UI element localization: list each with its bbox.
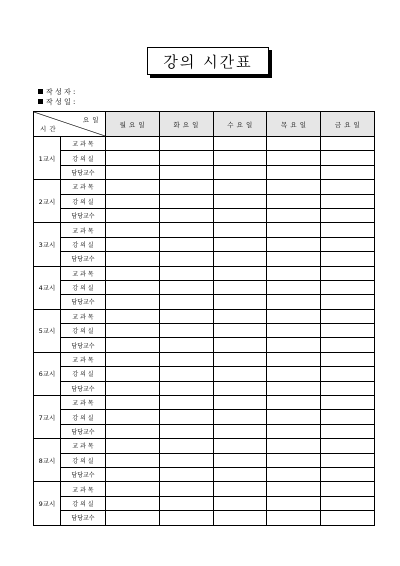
schedule-cell[interactable] <box>159 309 213 323</box>
row-label: 담당교수 <box>61 165 106 179</box>
date-line <box>38 98 75 107</box>
schedule-cell[interactable] <box>213 453 267 467</box>
title-text: 강의 시간표 <box>163 52 253 71</box>
table-row <box>34 151 375 165</box>
schedule-cell[interactable] <box>321 266 375 280</box>
schedule-cell[interactable] <box>106 424 160 438</box>
header-row <box>34 112 375 137</box>
schedule-cell[interactable] <box>267 180 321 194</box>
row-label: 강 의 실 <box>61 410 106 424</box>
row-label: 담당교수 <box>61 295 106 309</box>
schedule-cell[interactable] <box>267 208 321 222</box>
row-label: 교 과 목 <box>61 266 106 280</box>
schedule-cell[interactable] <box>106 324 160 338</box>
schedule-cell[interactable] <box>159 396 213 410</box>
schedule-cell[interactable] <box>213 165 267 179</box>
schedule-cell[interactable] <box>159 223 213 237</box>
schedule-cell[interactable] <box>159 410 213 424</box>
schedule-cell[interactable] <box>267 252 321 266</box>
schedule-cell[interactable] <box>213 352 267 366</box>
table-row <box>34 496 375 510</box>
schedule-cell[interactable] <box>213 295 267 309</box>
table-row <box>34 309 375 323</box>
table-row <box>34 396 375 410</box>
corner-day-label: 요 일 <box>82 116 99 124</box>
schedule-cell[interactable] <box>267 137 321 151</box>
schedule-cell[interactable] <box>159 208 213 222</box>
schedule-cell[interactable] <box>159 482 213 496</box>
row-label: 강 의 실 <box>61 453 106 467</box>
schedule-cell[interactable] <box>159 338 213 352</box>
schedule-cell[interactable] <box>321 352 375 366</box>
schedule-cell[interactable] <box>106 511 160 525</box>
schedule-cell[interactable] <box>321 137 375 151</box>
table-row <box>34 237 375 251</box>
period-label: 1교시 <box>34 137 61 180</box>
schedule-cell[interactable] <box>213 252 267 266</box>
schedule-cell[interactable] <box>106 208 160 222</box>
schedule-cell[interactable] <box>106 237 160 251</box>
schedule-cell[interactable] <box>106 439 160 453</box>
corner-cell <box>34 112 106 137</box>
day-header: 목 요 일 <box>267 112 321 137</box>
row-label: 강 의 실 <box>61 324 106 338</box>
table-row <box>34 266 375 280</box>
schedule-cell[interactable] <box>321 482 375 496</box>
schedule-cell[interactable] <box>106 496 160 510</box>
schedule-cell[interactable] <box>106 482 160 496</box>
schedule-cell[interactable] <box>267 453 321 467</box>
schedule-cell[interactable] <box>159 467 213 481</box>
schedule-cell[interactable] <box>267 396 321 410</box>
row-label: 담당교수 <box>61 511 106 525</box>
table-row <box>34 410 375 424</box>
schedule-cell[interactable] <box>159 165 213 179</box>
schedule-cell[interactable] <box>321 165 375 179</box>
row-label: 강 의 실 <box>61 237 106 251</box>
schedule-cell[interactable] <box>159 511 213 525</box>
schedule-cell[interactable] <box>106 194 160 208</box>
schedule-cell[interactable] <box>159 280 213 294</box>
row-label: 담당교수 <box>61 424 106 438</box>
period-label: 8교시 <box>34 439 61 482</box>
schedule-cell[interactable] <box>213 137 267 151</box>
schedule-cell[interactable] <box>106 295 160 309</box>
schedule-cell[interactable] <box>267 338 321 352</box>
schedule-cell[interactable] <box>321 223 375 237</box>
schedule-cell[interactable] <box>106 367 160 381</box>
table-row <box>34 338 375 352</box>
schedule-cell[interactable] <box>321 439 375 453</box>
schedule-cell[interactable] <box>159 137 213 151</box>
schedule-cell[interactable] <box>213 223 267 237</box>
schedule-cell[interactable] <box>213 266 267 280</box>
schedule-cell[interactable] <box>106 309 160 323</box>
schedule-cell[interactable] <box>213 424 267 438</box>
table-row <box>34 252 375 266</box>
row-label: 교 과 목 <box>61 352 106 366</box>
schedule-cell[interactable] <box>213 467 267 481</box>
schedule-cell[interactable] <box>106 151 160 165</box>
schedule-cell[interactable] <box>213 338 267 352</box>
author-line <box>38 88 75 97</box>
schedule-cell[interactable] <box>159 324 213 338</box>
schedule-cell[interactable] <box>321 424 375 438</box>
schedule-cell[interactable] <box>213 280 267 294</box>
row-label: 강 의 실 <box>61 496 106 510</box>
schedule-cell[interactable] <box>267 352 321 366</box>
schedule-cell[interactable] <box>213 151 267 165</box>
schedule-cell[interactable] <box>267 309 321 323</box>
schedule-cell[interactable] <box>106 165 160 179</box>
schedule-cell[interactable] <box>213 410 267 424</box>
schedule-cell[interactable] <box>321 324 375 338</box>
schedule-cell[interactable] <box>159 180 213 194</box>
table-row <box>34 511 375 525</box>
schedule-cell[interactable] <box>267 467 321 481</box>
schedule-cell[interactable] <box>267 482 321 496</box>
schedule-cell[interactable] <box>321 381 375 395</box>
schedule-cell[interactable] <box>267 295 321 309</box>
schedule-cell[interactable] <box>321 396 375 410</box>
schedule-cell[interactable] <box>213 309 267 323</box>
schedule-cell[interactable] <box>267 223 321 237</box>
schedule-cell[interactable] <box>267 439 321 453</box>
schedule-cell[interactable] <box>213 324 267 338</box>
table-row <box>34 137 375 151</box>
schedule-cell[interactable] <box>213 396 267 410</box>
page-title <box>147 47 269 75</box>
row-label: 담당교수 <box>61 252 106 266</box>
row-label: 강 의 실 <box>61 367 106 381</box>
period-label: 3교시 <box>34 223 61 266</box>
day-header: 화 요 일 <box>159 112 213 137</box>
schedule-cell[interactable] <box>321 511 375 525</box>
schedule-cell[interactable] <box>321 467 375 481</box>
schedule-cell[interactable] <box>321 410 375 424</box>
schedule-cell[interactable] <box>106 252 160 266</box>
period-label: 9교시 <box>34 482 61 525</box>
schedule-cell[interactable] <box>106 381 160 395</box>
row-label: 담당교수 <box>61 338 106 352</box>
row-label: 교 과 목 <box>61 439 106 453</box>
schedule-cell[interactable] <box>213 208 267 222</box>
schedule-cell[interactable] <box>321 252 375 266</box>
schedule-cell[interactable] <box>159 352 213 366</box>
schedule-cell[interactable] <box>106 180 160 194</box>
schedule-cell[interactable] <box>159 453 213 467</box>
schedule-cell[interactable] <box>213 496 267 510</box>
table-row <box>34 180 375 194</box>
table-row <box>34 295 375 309</box>
schedule-cell[interactable] <box>267 194 321 208</box>
row-label: 담당교수 <box>61 208 106 222</box>
schedule-cell[interactable] <box>213 367 267 381</box>
schedule-cell[interactable] <box>267 165 321 179</box>
schedule-cell[interactable] <box>213 180 267 194</box>
timetable <box>33 111 375 526</box>
schedule-cell[interactable] <box>267 280 321 294</box>
table-row <box>34 381 375 395</box>
schedule-cell[interactable] <box>159 295 213 309</box>
day-header: 금 요 일 <box>321 112 375 137</box>
timetable-body <box>34 137 375 526</box>
table-row <box>34 208 375 222</box>
schedule-cell[interactable] <box>159 151 213 165</box>
schedule-cell[interactable] <box>267 381 321 395</box>
schedule-cell[interactable] <box>106 137 160 151</box>
schedule-cell[interactable] <box>106 467 160 481</box>
table-row <box>34 324 375 338</box>
schedule-cell[interactable] <box>159 266 213 280</box>
schedule-cell[interactable] <box>159 237 213 251</box>
schedule-cell[interactable] <box>267 511 321 525</box>
period-label: 2교시 <box>34 180 61 223</box>
schedule-cell[interactable] <box>159 252 213 266</box>
schedule-cell[interactable] <box>213 237 267 251</box>
schedule-cell[interactable] <box>213 439 267 453</box>
schedule-cell[interactable] <box>321 338 375 352</box>
schedule-cell[interactable] <box>106 338 160 352</box>
row-label: 교 과 목 <box>61 137 106 151</box>
row-label: 교 과 목 <box>61 180 106 194</box>
row-label: 교 과 목 <box>61 309 106 323</box>
row-label: 강 의 실 <box>61 194 106 208</box>
schedule-cell[interactable] <box>213 194 267 208</box>
day-header: 수 요 일 <box>213 112 267 137</box>
row-label: 담당교수 <box>61 381 106 395</box>
schedule-cell[interactable] <box>106 266 160 280</box>
schedule-cell[interactable] <box>321 309 375 323</box>
schedule-cell[interactable] <box>106 280 160 294</box>
table-row <box>34 165 375 179</box>
schedule-cell[interactable] <box>106 410 160 424</box>
corner-time-label: 시 간 <box>40 125 57 133</box>
row-label: 담당교수 <box>61 467 106 481</box>
schedule-cell[interactable] <box>267 496 321 510</box>
schedule-cell[interactable] <box>321 280 375 294</box>
schedule-cell[interactable] <box>159 424 213 438</box>
schedule-cell[interactable] <box>213 511 267 525</box>
schedule-cell[interactable] <box>321 208 375 222</box>
schedule-cell[interactable] <box>106 352 160 366</box>
table-row <box>34 352 375 366</box>
schedule-cell[interactable] <box>321 237 375 251</box>
row-label: 교 과 목 <box>61 482 106 496</box>
schedule-cell[interactable] <box>321 367 375 381</box>
schedule-cell[interactable] <box>267 237 321 251</box>
schedule-cell[interactable] <box>213 482 267 496</box>
table-row <box>34 367 375 381</box>
row-label: 강 의 실 <box>61 151 106 165</box>
table-row <box>34 194 375 208</box>
table-row <box>34 482 375 496</box>
table-row <box>34 467 375 481</box>
schedule-cell[interactable] <box>106 396 160 410</box>
square-bullet-icon <box>38 99 43 104</box>
schedule-cell[interactable] <box>106 453 160 467</box>
schedule-cell[interactable] <box>159 367 213 381</box>
schedule-cell[interactable] <box>321 453 375 467</box>
table-row <box>34 424 375 438</box>
table-row <box>34 439 375 453</box>
author-label: 작 성 자 : <box>46 88 76 96</box>
schedule-cell[interactable] <box>267 324 321 338</box>
period-label: 5교시 <box>34 309 61 352</box>
period-label: 4교시 <box>34 266 61 309</box>
schedule-cell[interactable] <box>267 151 321 165</box>
date-label: 작 성 일 : <box>46 98 76 106</box>
schedule-cell[interactable] <box>267 367 321 381</box>
period-label: 7교시 <box>34 396 61 439</box>
square-bullet-icon <box>38 89 43 94</box>
row-label: 교 과 목 <box>61 223 106 237</box>
row-label: 강 의 실 <box>61 280 106 294</box>
row-label: 교 과 목 <box>61 396 106 410</box>
schedule-cell[interactable] <box>159 496 213 510</box>
schedule-cell[interactable] <box>267 410 321 424</box>
schedule-cell[interactable] <box>321 295 375 309</box>
schedule-cell[interactable] <box>267 424 321 438</box>
schedule-cell[interactable] <box>159 439 213 453</box>
table-row <box>34 280 375 294</box>
schedule-cell[interactable] <box>321 194 375 208</box>
table-row <box>34 223 375 237</box>
schedule-cell[interactable] <box>267 266 321 280</box>
schedule-cell[interactable] <box>159 194 213 208</box>
schedule-cell[interactable] <box>321 180 375 194</box>
schedule-cell[interactable] <box>213 381 267 395</box>
schedule-cell[interactable] <box>159 381 213 395</box>
period-label: 6교시 <box>34 352 61 395</box>
schedule-cell[interactable] <box>106 223 160 237</box>
schedule-cell[interactable] <box>321 496 375 510</box>
table-row <box>34 453 375 467</box>
schedule-cell[interactable] <box>321 151 375 165</box>
day-header: 월 요 일 <box>106 112 160 137</box>
